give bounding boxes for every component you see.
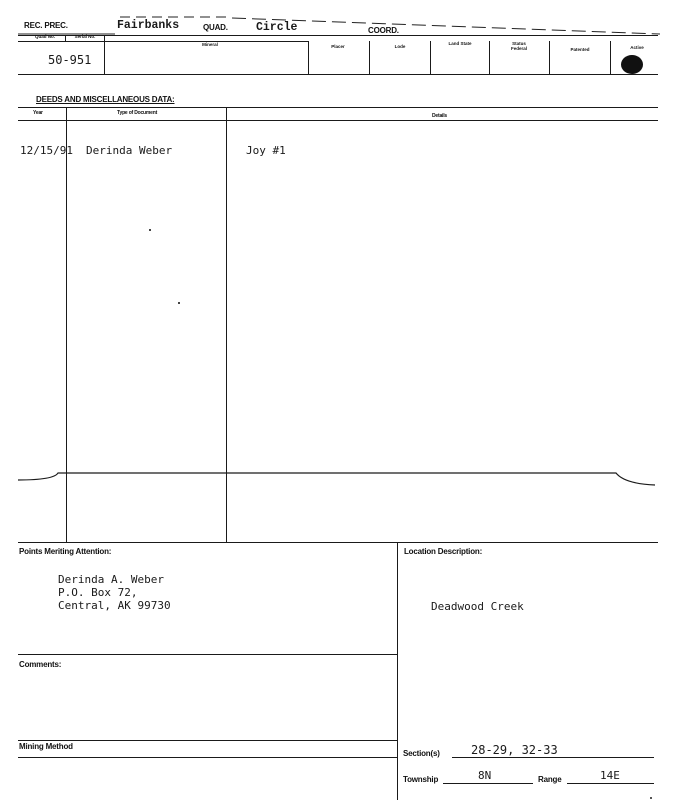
mining-bottom-rule bbox=[18, 757, 397, 758]
points-line: Derinda A. Weber bbox=[58, 573, 164, 586]
table-col-divider bbox=[369, 41, 370, 74]
location-label: Location Description: bbox=[404, 547, 483, 556]
table-col-divider bbox=[65, 35, 66, 41]
rec-prec-label: REC. PREC. bbox=[24, 21, 68, 30]
col-type: Type of Document bbox=[117, 110, 158, 116]
deed-year: 12/15/91 bbox=[20, 144, 73, 157]
scan-speck bbox=[149, 229, 151, 231]
serial-value: 50-951 bbox=[48, 53, 92, 67]
points-line: P.O. Box 72, bbox=[58, 586, 138, 599]
deed-details: Joy #1 bbox=[246, 144, 286, 157]
col-year: Year bbox=[33, 110, 43, 116]
col-placer: Placer bbox=[331, 44, 345, 49]
deeds-section-title: DEEDS AND MISCELLANEOUS DATA: bbox=[36, 95, 175, 104]
deeds-header-rule bbox=[18, 120, 658, 121]
deed-type: Derinda Weber bbox=[86, 144, 173, 157]
table-col-divider bbox=[104, 35, 105, 74]
comments-rule bbox=[18, 654, 397, 655]
table-col-divider bbox=[610, 41, 611, 74]
comments-label: Comments: bbox=[19, 660, 62, 669]
section-underline bbox=[452, 757, 654, 758]
township-label: Township bbox=[403, 775, 439, 784]
col-patented: Patented bbox=[570, 47, 590, 52]
col-land-state: Land State bbox=[448, 41, 472, 46]
township-underline bbox=[443, 783, 533, 784]
col-mineral: Mineral bbox=[202, 42, 218, 47]
table-col-divider bbox=[549, 41, 550, 74]
quad-label: QUAD. bbox=[203, 23, 228, 32]
col-status-federal: Status Federal bbox=[510, 41, 527, 51]
page-seam-line bbox=[0, 460, 678, 500]
deeds-top-rule bbox=[18, 107, 658, 108]
table-bottom-rule bbox=[18, 74, 658, 75]
mining-label: Mining Method bbox=[19, 742, 73, 751]
quad-value: Circle bbox=[256, 21, 298, 34]
table-col-divider bbox=[308, 41, 309, 74]
scan-speck bbox=[650, 797, 652, 799]
range-underline bbox=[567, 783, 654, 784]
table-col-divider bbox=[430, 41, 431, 74]
table-col-divider bbox=[489, 41, 490, 74]
section-value: 28-29, 32-33 bbox=[471, 743, 558, 757]
township-value: 8N bbox=[478, 769, 492, 782]
range-label: Range bbox=[538, 775, 562, 784]
col-serial-no: Serial No. bbox=[74, 34, 96, 39]
rec-prec-value: Fairbanks bbox=[117, 19, 180, 32]
mining-rule bbox=[18, 740, 397, 741]
coord-label: COORD. bbox=[368, 26, 399, 35]
points-label: Points Meriting Attention: bbox=[19, 547, 112, 556]
col-active: Active bbox=[630, 45, 644, 50]
table-sub-rule bbox=[18, 41, 308, 42]
col-quad-no: Quad No. bbox=[35, 34, 55, 39]
bottom-center-divider bbox=[397, 542, 398, 800]
active-stamp-dot bbox=[621, 55, 643, 74]
table-top-rule bbox=[18, 35, 658, 36]
bottom-top-rule bbox=[18, 542, 658, 543]
col-lode: Lode bbox=[394, 44, 406, 49]
location-value: Deadwood Creek bbox=[431, 600, 524, 613]
range-value: 14E bbox=[600, 769, 620, 782]
section-label: Section(s) bbox=[403, 749, 440, 758]
col-details: Details bbox=[432, 113, 447, 119]
scan-speck bbox=[178, 302, 180, 304]
points-line: Central, AK 99730 bbox=[58, 599, 171, 612]
